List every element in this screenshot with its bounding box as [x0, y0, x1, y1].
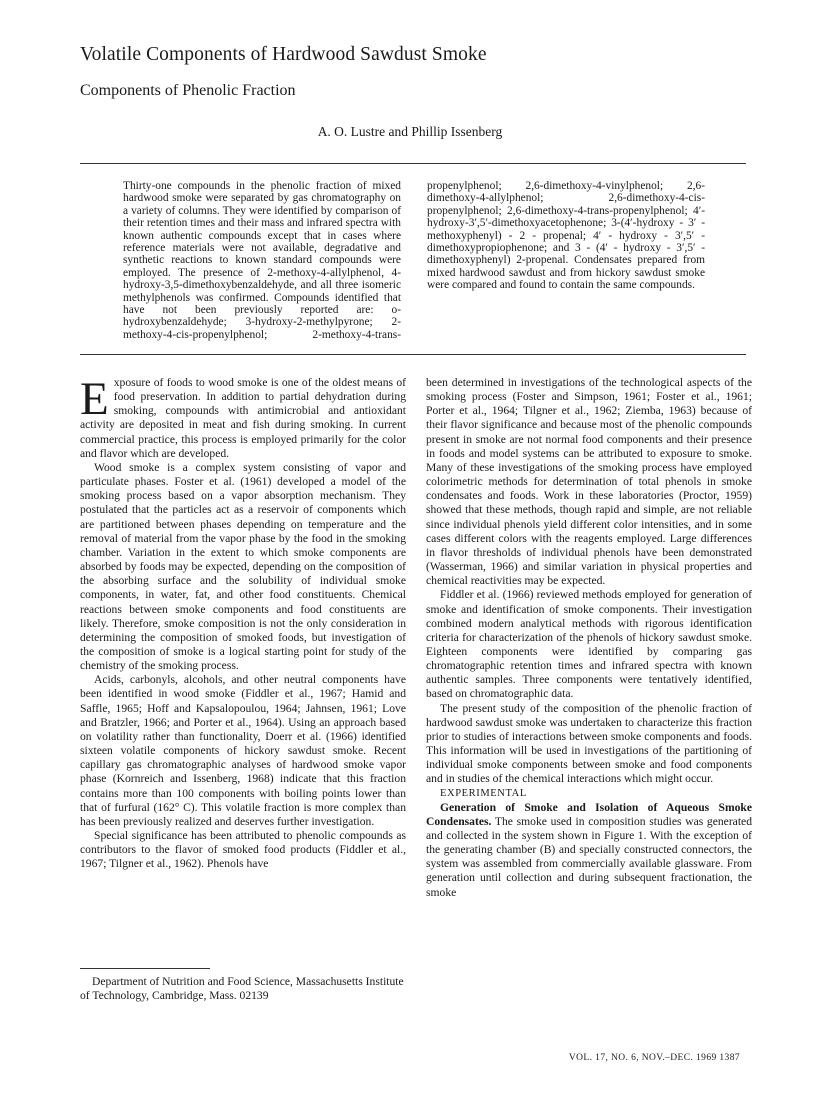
drop-cap: E [80, 373, 109, 425]
body-paragraph-intro [80, 373, 406, 461]
body-column-right [426, 376, 752, 1056]
body-paragraph: Acids, carbonyls, alcohols, and other neutral components have been identified in wood smoke (Fiddler et al., 1967; Hamid and Saffle, 1965; Hoff and Kapsalopoulou, 1964; Jahnsen, 1961; Love and Bratzler, 1966; and Porter et al., 1964). Using an approach based on volatility rather than functionality, Doerr et al. (1966) identified sixteen volatile components of hickory sawdust smoke. Recent capillary gas chromatographic analyses of hardwood smoke vapor phase (Kornreich and Issenberg, 1968) indicate that this fraction contains more than 100 components with boiling points lower than that of furfural (162° C). This volatile fraction is more complex than has been previously realized and deserves further investigation. [80, 673, 406, 828]
body-column-left [80, 373, 406, 956]
abstract-bottom-rule [80, 354, 746, 355]
subsection-heading: Generation of Smoke and Isolation of Aqueous Smoke Condensates. [426, 800, 752, 828]
affiliation-footnote: Department of Nutrition and Food Science, Massachusetts Institute of Technology, Cambridge, Mass. 02139 [80, 975, 404, 1002]
article-title: Volatile Components of Hardwood Sawdust Smoke [80, 44, 487, 65]
body-paragraph: Wood smoke is a complex system consisting of vapor and particulate phases. Foster et al. (1961) developed a model of the smoking process based on a vapor absorption mechanism. They postulated that the particles act as a reservoir of components which are partitioned between phases depending on temperature and the removal of material from the vapor phase by the food in the smoking chamber. Variation in the extent to which smoke components are absorbed by foods may be expected, depending on the composition of the absorbing surface and the solubility of individual smoke components, in water, fat, and other food constituents. Chemical reactions between smoke components and food constituents are likely. Therefore, smoke composition is not the only consideration in determining the composition of smoked foods, but investigation of the composition of smoke is a logical starting point for study of the chemistry of the smoking process. [80, 460, 406, 673]
body-paragraph: The present study of the composition of the phenolic fraction of hardwood sawdust smoke was undertaken to characterize this fraction prior to studies of interactions between smoke components and foods. This information will be used in investigations of the partitioning of individual smoke components between smoke and food components and in studies of the chemical interactions which might occur. [426, 701, 752, 786]
abstract [123, 180, 705, 345]
intro-text: xposure of foods to wood smoke is one of the oldest means of food preservation. In addition to partial dehydration during smoking, compounds with antimicrobial and antioxidant activity are deposited in meat and fish during smoking. In current commercial practice, this process is employed primarily for the color and flavor which are developed. [80, 376, 406, 460]
abstract-text: Thirty-one compounds in the phenolic fraction of mixed hardwood smoke were separated by gas chromatography on a variety of columns. They were identified by comparison of their retention times and their mass and infrared spectra with known authentic compounds except that in cases where reference materials were not available, degradative and synthetic reactions to known standard compounds were employed. The presence of 2-methoxy-4-allylphenol, 4-hydroxy-3,5-dimethoxybenzaldehyde, and all three isomeric methylphenols was confirmed. Compounds identified that have not been previously reported are: o-hydroxybenzaldehyde; 3-hydroxy-2-methylpyrone; 2-methoxy-4-cis-propenylphenol; 2-methoxy-4-trans-propenylphenol; 2,6-dimethoxy-4-vinylphenol; 2,6-dimethoxy-4-allylphenol; 2,6-dimethoxy-4-cis-propenylphenol; 2,6-dimethoxy-4-trans-propenylphenol; 4′-hydroxy-3′,5′-dimethoxyacetophenone; 3-(4′-hydroxy - 3′ - methoxyphenyl) - 2 - propenal; 4′ - hydroxy - 3′,5′ - dimethoxypropiophenone; and 3 - (4′ - hydroxy - 3′,5′ - dimethoxyphenyl) 2-propenal. Condensates prepared from mixed hardwood sawdust and from hickory sawdust smoke were compared and found to contain the same compounds. [123, 180, 705, 341]
abstract-top-rule [80, 163, 746, 164]
author-line: A. O. Lustre and Phillip Issenberg [317, 124, 503, 139]
footnote-rule [80, 968, 210, 969]
section-heading-experimental: EXPERIMENTAL [440, 787, 527, 799]
body-paragraph: Fiddler et al. (1966) reviewed methods employed for generation of smoke and identification of smoke components. Their investigation combined modern analytical methods with rigorous identification criteria for characterization of the phenols of hickory sawdust smoke. Eighteen components were identified by comparing gas chromatographic retention times and infrared spectra with known authentic samples. Three components were tentatively identified, based on chromatographic data. [426, 588, 752, 701]
body-paragraph: Special significance has been attributed to phenolic compounds as contributors to the flavor of smoked food products (Fiddler et al., 1967; Tilgner et al., 1962). Phenols have [80, 829, 406, 871]
body-paragraph-with-subhead [426, 801, 752, 900]
article-subtitle: Components of Phenolic Fraction [80, 82, 296, 99]
subsection-text: The smoke used in composition studies was generated and collected in the system shown in Figure 1. With the exception of the generating chamber (B) and specially constructed connectors, the system was assembled from commercially available glassware. From generation until collection and during subsequent fractionation, the smoke [426, 814, 752, 899]
page-footer: VOL. 17, NO. 6, NOV.–DEC. 1969 1387 [568, 1053, 740, 1063]
body-paragraph-continued: been determined in investigations of the technological aspects of the smoking process (Foster and Simpson, 1961; Foster et al., 1961; Porter et al., 1964; Tilgner et al., 1962; Ziemba, 1963) because of their flavor significance and because most of the phenolic compounds present in smoke are not normal food components and their presence in foods and model systems can be attributed to exposure to smoke. Many of these investigations of the smoking process have employed colorimetric methods for determination of total phenols in smoke condensates and foods. Work in these laboratories (Proctor, 1959) showed that these methods, though rapid and simple, are not reliable since individual phenols yield different color intensities, and in some cases different colors with the reagents employed. Large differences in flavor thresholds of individual phenols have been demonstrated (Wasserman, 1966) and similar variation in physical properties and chemical reactivities may be expected. [426, 376, 752, 588]
